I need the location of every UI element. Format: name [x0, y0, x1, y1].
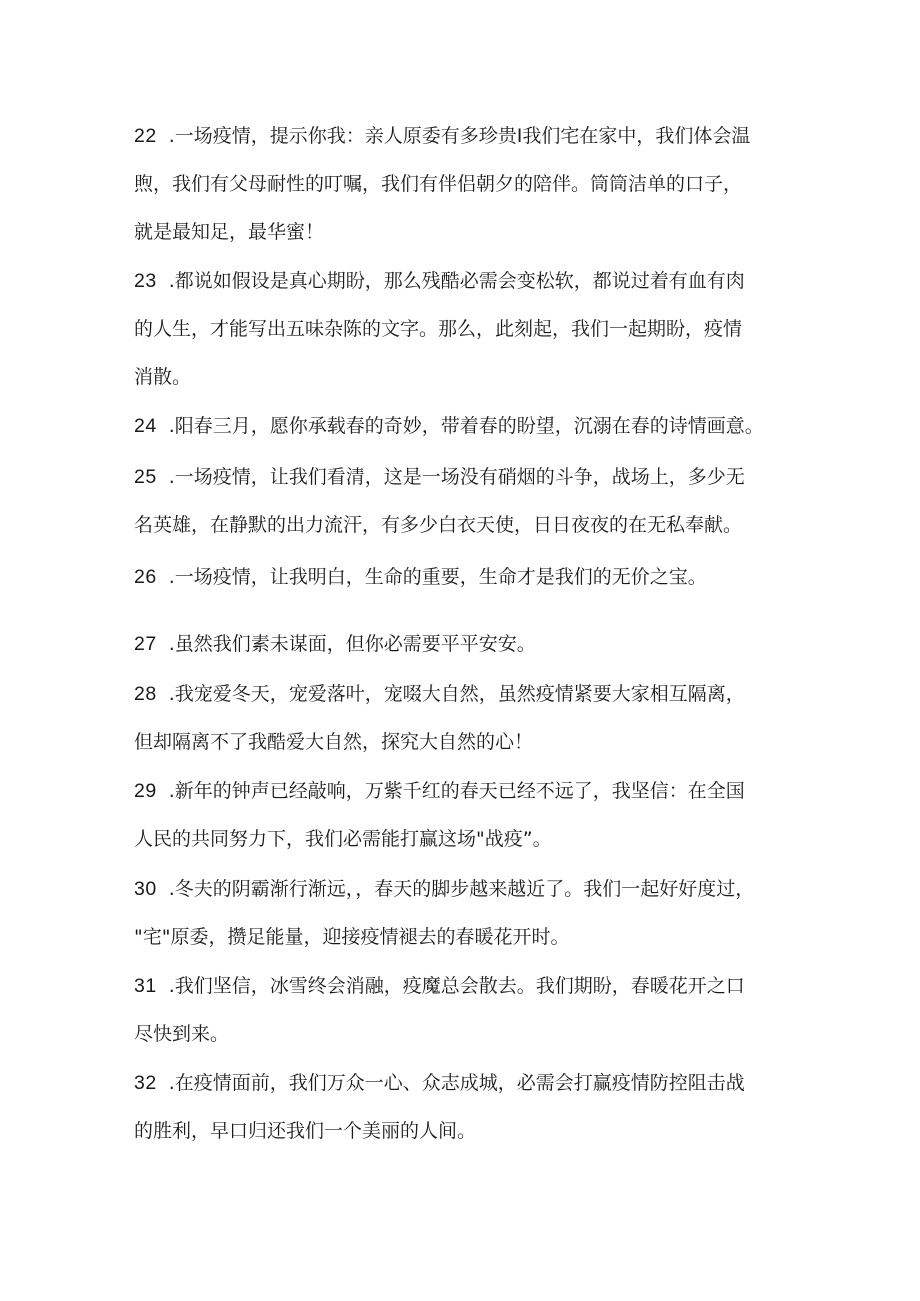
- item-text: 消散。: [134, 366, 192, 388]
- list-item-29: [134, 767, 814, 863]
- item-text: .我宠爱冬天，宠爱落叶，宠啜大自然，虽然疫情紧要大家相互隔离，: [168, 683, 745, 705]
- list-item-line: [134, 1059, 814, 1107]
- item-text: 的人生，才能写出五味杂陈的文字。那么，此刻起，我们一起期盼，疫情: [134, 318, 743, 340]
- list-item-27: [134, 620, 814, 668]
- list-item-line: [134, 257, 814, 305]
- item-number: 30: [134, 878, 157, 900]
- item-number: 26: [134, 566, 157, 588]
- item-text: 尽快到来。: [134, 1023, 230, 1045]
- item-text: "宅"原委，攒足能量，迎接疫情褪去的春暖花开时。: [134, 926, 570, 948]
- list-item-line: [134, 767, 814, 815]
- item-text: 煦，我们有父母耐性的叮嘱，我们有伴侣朝夕的陪伴。筒筒洁单的口子，: [134, 173, 743, 195]
- item-text: .一场疫情，让我们看清，这是一场没有硝烟的斗争，战场上，多少无: [168, 466, 745, 488]
- list-item-24: [134, 402, 814, 450]
- item-number: 32: [134, 1072, 157, 1094]
- item-text: .都说如假设是真心期盼，那么残酷必需会变松软，都说过着有血有肉: [168, 270, 745, 292]
- list-item-23: [134, 257, 814, 401]
- list-item-22: [134, 112, 814, 256]
- item-number: 25: [134, 466, 157, 488]
- list-item-26: [134, 553, 814, 601]
- item-text: 就是最知足，最华蜜！: [134, 221, 325, 243]
- list-item-31: [134, 962, 814, 1058]
- item-text: .一场疫情，让我明白，生命的重要，生命才是我们的无价之宝。: [168, 566, 707, 588]
- item-text: .冬夫的阴霸渐行渐远，，春天的脚步越来越近了。我们一起好好度过，: [168, 878, 755, 900]
- list-item-28: [134, 670, 814, 766]
- item-number: 29: [134, 780, 157, 802]
- item-text: 但却隔离不了我酷爱大自然，探究大自然的心！: [134, 731, 534, 753]
- item-text: .新年的钟声已经敲响，万紫千红的春天已经不远了，我坚信：在全国: [168, 780, 745, 802]
- list-item-30: [134, 865, 814, 961]
- list-item-line: [134, 962, 814, 1010]
- list-item-line: [134, 620, 814, 668]
- list-item-line: [134, 402, 814, 450]
- item-number: 24: [134, 415, 157, 437]
- list-item-line: [134, 112, 814, 160]
- item-text: .一场疫情，提示你我：亲人原委有多珍贵I我们宅在家中，我们体会温: [168, 125, 751, 147]
- item-text: .我们坚信，冰雪终会消融，疫魔总会散去。我们期盼，春暖花开之口: [168, 975, 745, 997]
- item-number: 23: [134, 270, 157, 292]
- list-item-25: [134, 453, 814, 549]
- item-text: 人民的共同努力下，我们必需能打赢这场"战疫”。: [134, 828, 552, 850]
- item-number: 22: [134, 125, 157, 147]
- list-item-32: [134, 1059, 814, 1155]
- list-item-line: [134, 865, 814, 913]
- item-number: 31: [134, 975, 157, 997]
- item-text: .虽然我们素未谋面，但你必需要平平安安。: [168, 633, 536, 655]
- list-item-line: [134, 553, 814, 601]
- item-text: 名英雄，在静默的出力流汗，有多少白衣天使，日日夜夜的在无私奉献。: [134, 514, 743, 536]
- list-item-line: [134, 670, 814, 718]
- item-number: 27: [134, 633, 157, 655]
- item-text: 的胜利，早口归还我们一个美丽的人间。: [134, 1120, 477, 1142]
- item-number: 28: [134, 683, 157, 705]
- item-text: .阳春三月，愿你承载春的奇妙，带着春的盼望，沉溺在春的诗情画意。: [168, 415, 764, 437]
- item-text: .在疫情面前，我们万众一心、众志成城，必需会打赢疫情防控阻击战: [168, 1072, 745, 1094]
- list-item-line: [134, 453, 814, 501]
